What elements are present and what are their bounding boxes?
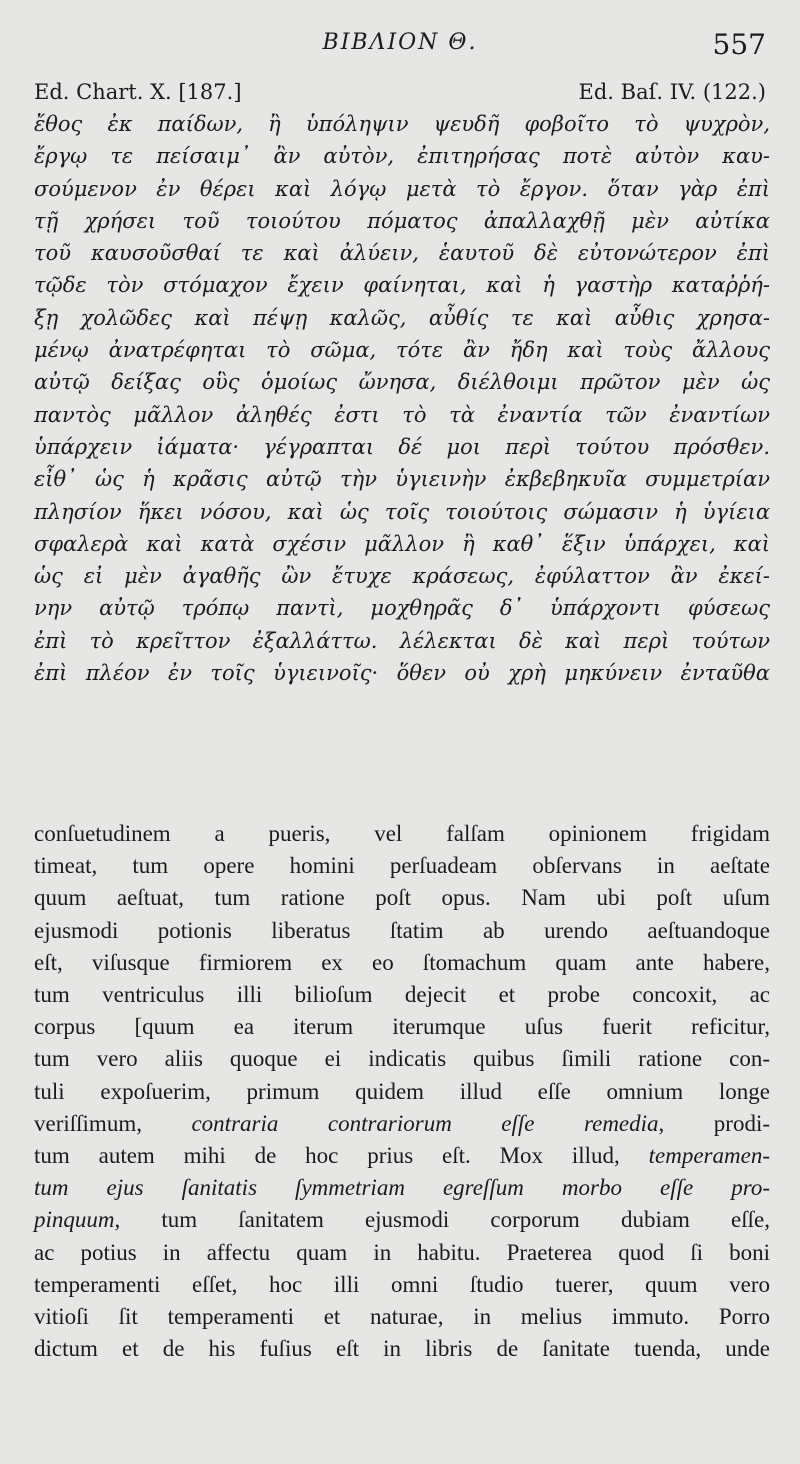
latin-translation-block — [34, 818, 770, 1365]
greek-line: μένῳ ἀνατρέφηται τὸ σῶμα, τότε ἂν ἤδη καὶ τοὺς ἄλλους — [34, 338, 770, 363]
latin-line: vitioſi ſit temperamenti et naturae, in melius immuto. Porro — [34, 1304, 770, 1330]
greek-line: σφαλερὰ καὶ κατὰ σχέσιν μᾶλλον ἢ καθ᾽ ἕξιν ὑπάρχει, καὶ — [34, 531, 770, 556]
latin-line: tum vero aliis quoque ei indicatis quibus ſimili ratione con- — [34, 1046, 770, 1072]
latin-line: tum ventriculus illi bilioſum dejecit et probe concoxit, ac — [34, 982, 770, 1008]
greek-text-block — [34, 108, 770, 689]
latin-line: ejusmodi potionis liberatus ſtatim ab urendo aeſtuandoque — [34, 917, 770, 943]
greek-line: εἶθ᾽ ὡς ἡ κρᾶσις αὐτῷ τὴν ὑγιεινὴν ἐκβεβηκυῖα συμμετρίαν — [34, 467, 770, 492]
italic-phrase: pinquum — [34, 1207, 115, 1233]
italic-phrase: temperamen- — [648, 1143, 770, 1169]
italic-phrase: tum ejus ſanitatis ſymmetriam egreſſum morbo eſſe pro- — [34, 1175, 770, 1201]
latin-line: tuli expoſuerim, primum quidem illud eſſe omnium longe — [34, 1078, 770, 1104]
greek-line: ἔθος ἐκ παίδων, ἢ ὑπόληψιν ψευδῆ φοβοῖτο τὸ ψυχρὸν, — [34, 112, 770, 136]
latin-line: conſuetudinem a pueris, vel falſam opinionem frigidam — [34, 821, 770, 846]
italic-phrase: contraria contrariorum eſſe remedia — [191, 1110, 659, 1136]
latin-line: temperamenti eſſet, hoc illi omni ſtudio tuerer, quum vero — [34, 1271, 770, 1297]
latin-line — [34, 1140, 770, 1172]
greek-line: ξῃ χολῶδες καὶ πέψῃ καλῶς, αὖθίς τε καὶ αὖθις χρησα- — [34, 305, 770, 330]
latin-line — [34, 1108, 770, 1140]
latin-line: eſt, viſusque firmiorem ex eo ſtomachum quam ante habere, — [34, 949, 770, 975]
greek-line: ἐπὶ πλέον ἐν τοῖς ὑγιεινοῖς· ὅθεν οὐ χρὴ μηκύνειν ἐνταῦθα — [34, 661, 770, 686]
greek-line: παντὸς μᾶλλον ἀληθές ἐστι τὸ τὰ ἐναντία τῶν ἐναντίων — [34, 402, 770, 427]
greek-line: σούμενον ἐν θέρει καὶ λόγῳ μετὰ τὸ ἔργον. ὅταν γὰρ ἐπὶ — [34, 176, 770, 201]
greek-line: αὐτῷ δείξας οὓς ὁμοίως ὤνησα, διέλθοιμι πρῶτον μὲν ὡς — [34, 370, 770, 395]
greek-line: τοῦ καυσοῦσθαί τε καὶ ἀλύειν, ἑαυτοῦ δὲ εὐτονώτερον ἐπὶ — [34, 241, 770, 266]
latin-line: timeat, tum opere homini perſuadeam obſervans in aeſtate — [34, 853, 770, 879]
page-number: 557 — [712, 28, 766, 61]
greek-line: ὡς εἰ μὲν ἀγαθῆς ὢν ἔτυχε κράσεως, ἐφύλαττον ἂν ἐκεί- — [34, 564, 770, 589]
greek-line: τῇ χρήσει τοῦ τοιούτου πόματος ἀπαλλαχθῇ μὲν αὐτίκα — [34, 208, 770, 233]
latin-text: veriſſimum, — [34, 1110, 192, 1136]
greek-line: ἐπὶ τὸ κρεῖττον ἐξαλλάττω. λέλεκται δὲ καὶ περὶ τούτων — [34, 628, 770, 653]
running-title: ΒΙΒΛΙΟΝ Θ. — [322, 30, 478, 55]
latin-line: dictum et de his fuſius eſt in libris de ſanitate tuenda, unde — [34, 1336, 770, 1362]
edition-reference-right: Ed. Baſ. IV. (122.) — [578, 80, 766, 104]
latin-line — [34, 1204, 770, 1236]
greek-line: νην αὐτῷ τρόπῳ παντὶ, μοχθηρᾶς δ᾽ ὑπάρχοντι φύσεως — [34, 596, 770, 621]
latin-line — [34, 1172, 770, 1204]
greek-line: πλησίον ἥκει νόσου, καὶ ὡς τοῖς τοιούτοις σώμασιν ἡ ὑγίεια — [34, 499, 770, 524]
latin-line: ac potius in affectu quam in habitu. Praeterea quod ſi boni — [34, 1239, 770, 1265]
greek-line: ἔργῳ τε πείσαιμ᾽ ἂν αὐτὸν, ἐπιτηρήσας ποτὲ αὐτὸν καυ- — [34, 144, 770, 169]
latin-line: corpus [quum ea iterum iterumque uſus fuerit reficitur, — [34, 1014, 770, 1040]
edition-reference-left: Ed. Chart. X. [187.] — [34, 80, 242, 104]
latin-text: tum autem mihi de hoc prius eſt. Mox illud, — [34, 1143, 649, 1169]
latin-text: , tum ſanitatem ejusmodi corporum dubiam eſſe, — [114, 1207, 770, 1233]
latin-text: , prodi- — [658, 1110, 770, 1136]
latin-line: quum aeſtuat, tum ratione poſt opus. Nam ubi poſt uſum — [34, 885, 770, 911]
greek-line: ὑπάρχειν ἰάματα· γέγραπται δέ μοι περὶ τούτου πρόσθεν. — [34, 434, 770, 459]
greek-line: τῷδε τὸν στόμαχον ἔχειν φαίνηται, καὶ ἡ γαστὴρ καταῤῥή- — [34, 273, 770, 298]
